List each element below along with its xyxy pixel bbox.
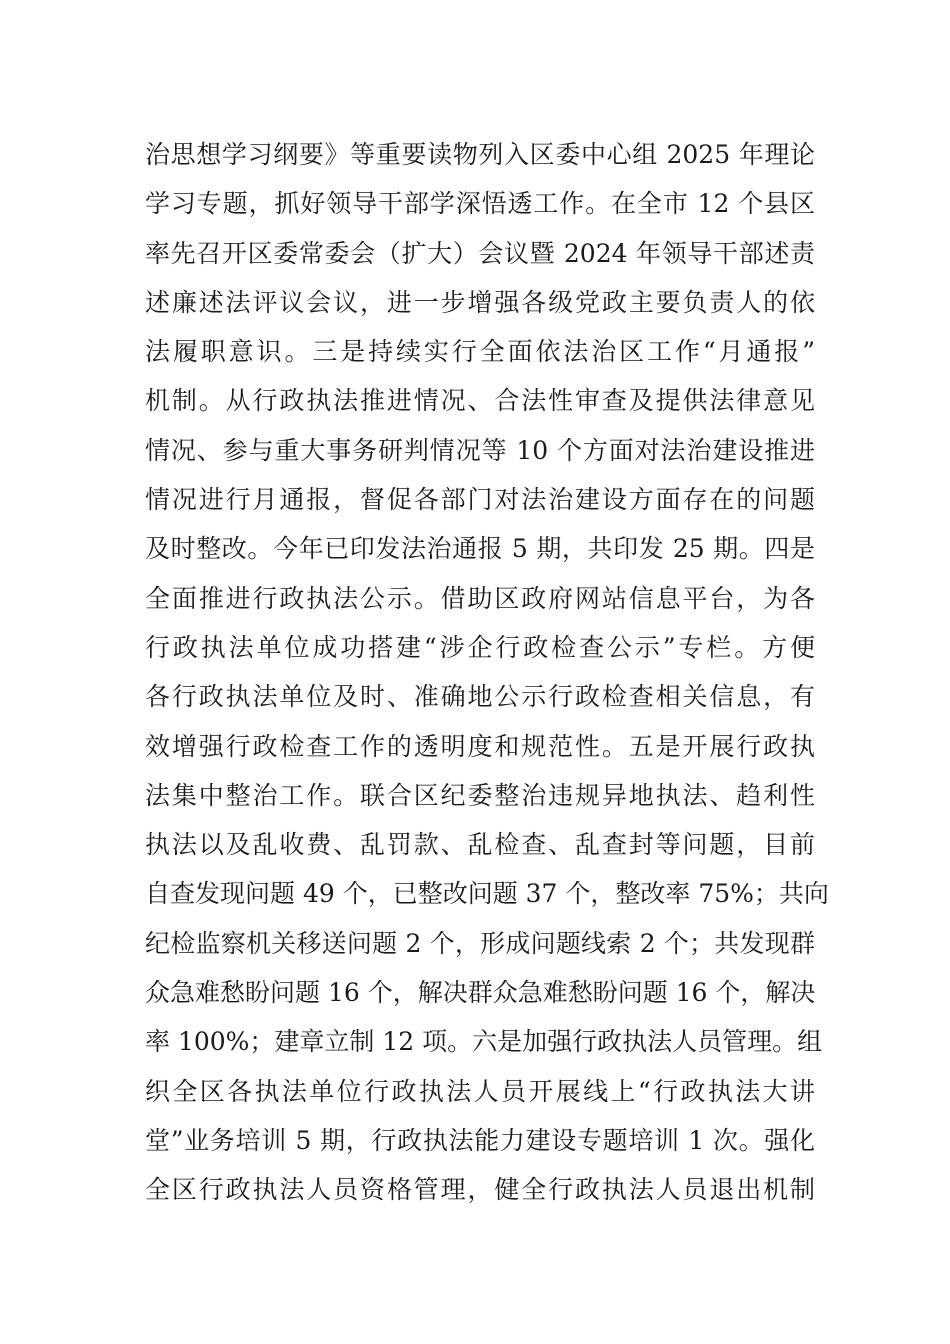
text-line: 行政执法单位成功搭建“涉企行政检查公示”专栏。方便 xyxy=(145,632,815,662)
text-line: 效增强行政检查工作的透明度和规范性。五是开展行政执 xyxy=(145,731,815,761)
text-line: 述廉述法评议会议，进一步增强各级党政主要负责人的依 xyxy=(145,287,815,317)
text-line: 织全区各执法单位行政执法人员开展线上“行政执法大讲 xyxy=(145,1076,815,1106)
text-line: 执法以及乱收费、乱罚款、乱检查、乱查封等问题，目前 xyxy=(145,830,815,860)
text-line: 纪检监察机关移送问题 2 个，形成问题线索 2 个；共发现群 xyxy=(145,928,815,958)
text-line: 法履职意识。三是持续实行全面依法治区工作“月通报” xyxy=(145,337,815,367)
body-text xyxy=(145,130,829,1215)
text-line: 情况、参与重大事务研判情况等 10 个方面对法治建设推进 xyxy=(145,435,815,465)
text-line: 全区行政执法人员资格管理，健全行政执法人员退出机制 xyxy=(145,1175,815,1205)
text-line: 率 100%；建章立制 12 项。六是加强行政执法人员管理。组 xyxy=(145,1027,823,1057)
text-line: 情况进行月通报，督促各部门对法治建设方面存在的问题 xyxy=(145,485,815,515)
text-line: 及时整改。今年已印发法治通报 5 期，共印发 25 期。四是 xyxy=(145,534,815,564)
text-line: 法集中整治工作。联合区纪委整治违规异地执法、趋利性 xyxy=(145,780,815,810)
text-line: 学习专题，抓好领导干部学深悟透工作。在全市 12 个县区 xyxy=(145,189,815,219)
text-line: 机制。从行政执法推进情况、合法性审查及提供法律意见 xyxy=(145,386,815,416)
text-line: 众急难愁盼问题 16 个，解决群众急难愁盼问题 16 个，解决 xyxy=(145,978,816,1008)
text-line: 自查发现问题 49 个，已整改问题 37 个，整改率 75%；共向 xyxy=(145,879,829,909)
text-line: 全面推进行政执法公示。借助区政府网站信息平台，为各 xyxy=(145,583,815,613)
text-line: 堂”业务培训 5 期，行政执法能力建设专题培训 1 次。强化 xyxy=(145,1125,815,1155)
text-line: 率先召开区委常委会（扩大）会议暨 2024 年领导干部述责 xyxy=(145,238,815,268)
text-line: 治思想学习纲要》等重要读物列入区委中心组 2025 年理论 xyxy=(145,140,815,169)
text-line: 各行政执法单位及时、准确地公示行政检查相关信息，有 xyxy=(145,682,815,712)
